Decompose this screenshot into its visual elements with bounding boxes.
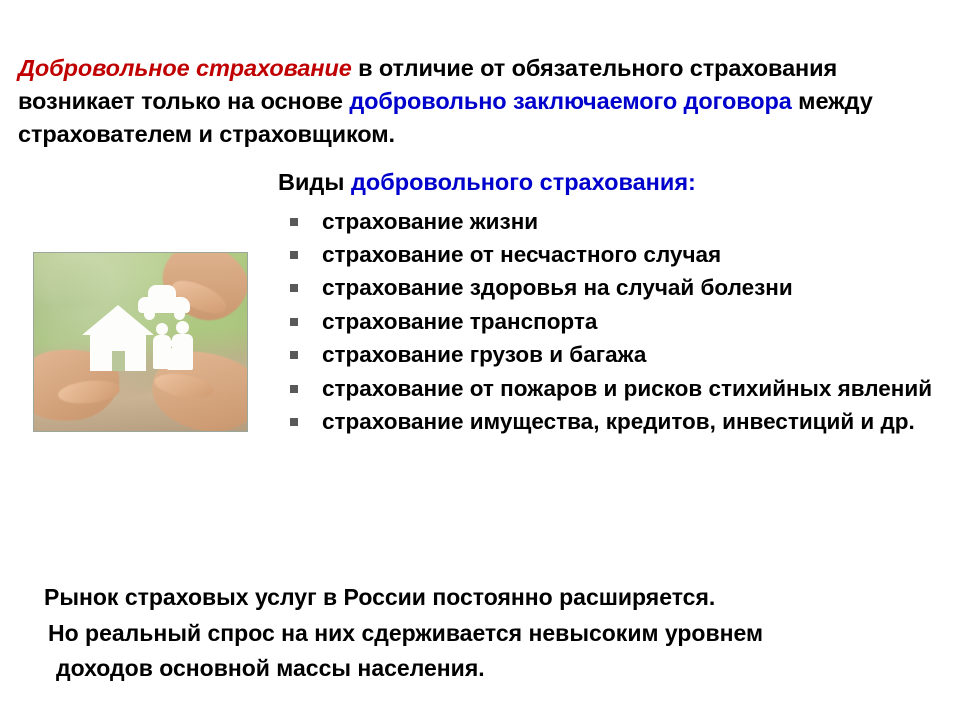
list-item	[278, 206, 950, 238]
outro-line-3: доходов основной массы населения.	[56, 655, 485, 682]
list-item	[278, 272, 950, 304]
list-title	[278, 167, 950, 198]
square-bullet-icon	[290, 351, 298, 359]
list-item-label: страхование имущества, кредитов, инвестиций и др.	[322, 408, 915, 434]
photo-canvas	[34, 253, 247, 431]
person-body	[167, 348, 181, 370]
insurance-types-list	[278, 206, 950, 439]
insurance-types-block	[278, 167, 950, 439]
outro-line-1: Рынок страховых услуг в России постоянно расширяется.	[44, 584, 716, 610]
list-item	[278, 239, 950, 271]
list-title-prefix: Виды	[278, 169, 351, 195]
list-item-label: страхование транспорта	[322, 308, 598, 334]
list-item	[278, 339, 950, 371]
list-item-label: страхование жизни	[322, 208, 539, 234]
list-item	[278, 306, 950, 338]
list-item-label: страхование здоровья на случай болезни	[322, 275, 793, 301]
square-bullet-icon	[290, 284, 298, 292]
insurance-photo	[33, 252, 248, 432]
square-bullet-icon	[290, 251, 298, 259]
outro-line-2: Но реальный спрос на них сдерживается невысоким уровнем	[48, 619, 763, 646]
square-bullet-icon	[290, 318, 298, 326]
list-item	[278, 373, 950, 405]
outro-paragraph	[44, 580, 944, 687]
intro-term-contract: добровольно заключаемого договора	[349, 87, 792, 114]
square-bullet-icon	[290, 218, 298, 226]
paper-house-door	[112, 351, 125, 371]
square-bullet-icon	[290, 385, 298, 393]
person-head	[170, 339, 179, 348]
person-head	[176, 321, 189, 334]
list-item	[278, 406, 950, 438]
list-item-label: страхование от пожаров и рисков стихийных явлений	[322, 375, 933, 401]
intro-text-2: между страхователем и страховщиком.	[18, 87, 873, 148]
paper-car-wheel-rear	[174, 309, 185, 320]
person-head	[156, 323, 168, 335]
list-item-label: страхование грузов и багажа	[322, 342, 647, 368]
list-item-label: страхование от несчастного случая	[322, 241, 722, 267]
square-bullet-icon	[290, 418, 298, 426]
intro-paragraph	[18, 52, 944, 152]
intro-text-1: в отличие от обязательного страхования возникает только на основе	[18, 54, 838, 114]
paper-car-wheel-front	[144, 309, 155, 320]
list-title-highlight: добровольного страхования:	[350, 169, 696, 195]
intro-term-voluntary-insurance: Добровольное страхование	[18, 54, 352, 81]
